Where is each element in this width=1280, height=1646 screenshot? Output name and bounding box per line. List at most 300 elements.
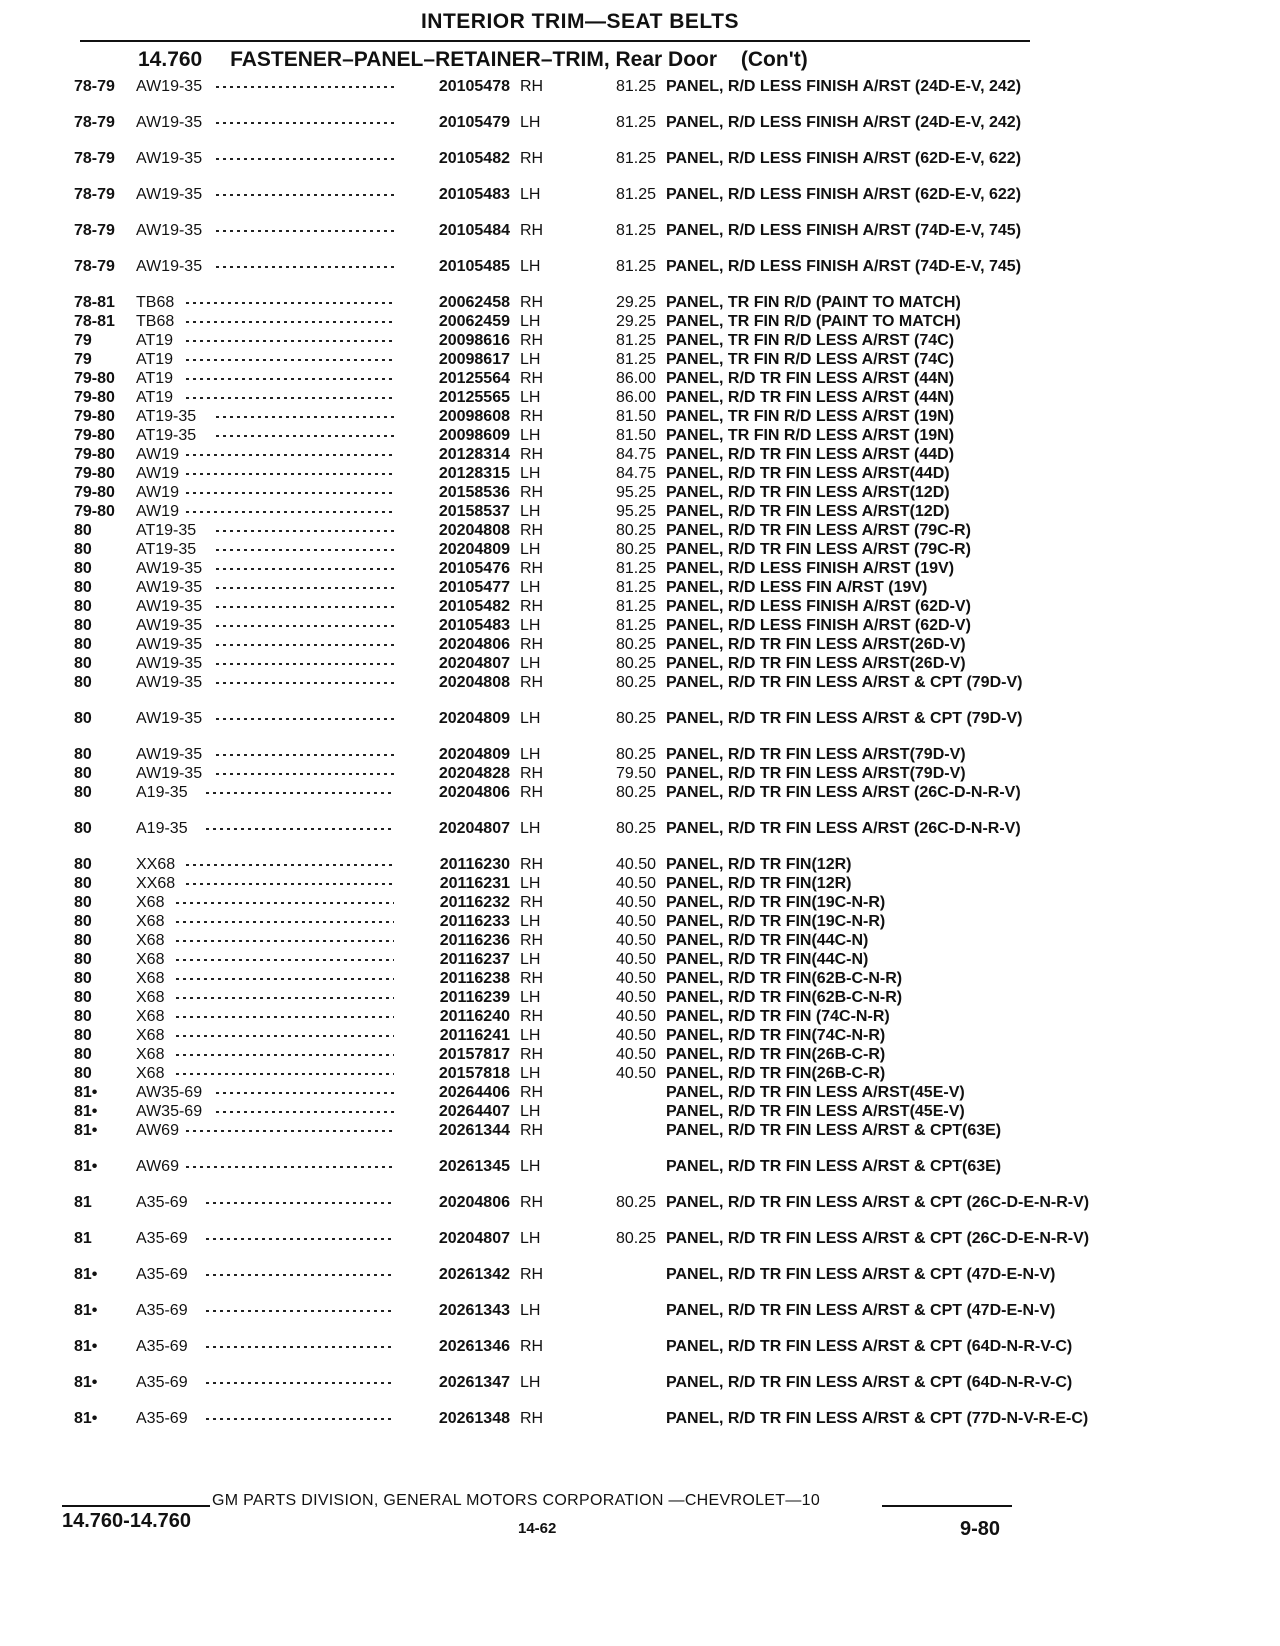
part-row <box>74 1410 1089 1446</box>
part-model: A19-35 <box>136 784 188 801</box>
part-row <box>74 1194 1090 1230</box>
part-side: LH <box>520 710 541 727</box>
part-side: LH <box>520 746 541 763</box>
part-side: LH <box>520 258 541 275</box>
part-row <box>74 541 1034 560</box>
part-side: LH <box>520 351 541 368</box>
part-row <box>74 856 1034 875</box>
part-row <box>74 427 1034 446</box>
part-year: 80 <box>74 1008 92 1025</box>
part-year: 80 <box>74 989 92 1006</box>
part-model: AW19 <box>136 446 179 463</box>
part-side: RH <box>520 784 544 801</box>
part-year: 80 <box>74 617 92 634</box>
part-model: AT19 <box>136 389 174 406</box>
part-description: PANEL, R/D TR FIN(12R) <box>666 875 852 892</box>
part-price: 81.50 <box>615 408 656 425</box>
part-side: RH <box>520 598 544 615</box>
part-side: RH <box>520 560 544 577</box>
part-model: AW35-69 <box>136 1084 203 1101</box>
part-side: LH <box>520 1158 541 1175</box>
part-model: X68 <box>136 970 165 987</box>
part-number: 20264407 <box>438 1103 510 1120</box>
part-side: LH <box>520 503 541 520</box>
part-description: PANEL, R/D TR FIN(26B-C-R) <box>666 1046 886 1063</box>
part-year: 81• <box>74 1158 98 1175</box>
part-price: 80.25 <box>615 522 656 539</box>
part-row <box>74 1266 1056 1302</box>
part-description: PANEL, R/D TR FIN LESS A/RST & CPT (47D-E-N-V) <box>666 1266 1056 1283</box>
part-number: 20116239 <box>439 989 510 1006</box>
part-price: 95.25 <box>615 484 656 501</box>
part-number: 20116232 <box>439 894 510 911</box>
part-model: AW19-35 <box>136 636 203 653</box>
part-year: 78-79 <box>74 78 115 95</box>
part-row <box>74 710 1034 746</box>
part-row <box>74 522 1034 541</box>
part-year: 80 <box>74 598 92 615</box>
part-year: 81• <box>74 1374 98 1391</box>
part-row <box>74 1374 1073 1410</box>
part-model: A35-69 <box>136 1194 188 1211</box>
part-year: 80 <box>74 541 92 558</box>
part-side: RH <box>520 294 544 311</box>
part-side: RH <box>520 1084 544 1101</box>
part-model: AW35-69 <box>136 1103 203 1120</box>
part-year: 80 <box>74 1065 92 1082</box>
part-description: PANEL, R/D TR FIN LESS A/RST(79D-V) <box>666 765 966 782</box>
part-row <box>74 294 1034 313</box>
section-title: FASTENER–PANEL–RETAINER–TRIM, Rear Door <box>230 48 718 71</box>
part-price: 40.50 <box>615 875 656 892</box>
part-row <box>74 1008 1034 1027</box>
section-number: 14.760 <box>138 48 203 71</box>
part-year: 81• <box>74 1103 98 1120</box>
part-number: 20204806 <box>438 636 510 653</box>
part-row <box>74 1230 1090 1266</box>
footer-date: 9-80 <box>960 1518 1001 1540</box>
part-side: RH <box>520 522 544 539</box>
part-side: LH <box>520 1302 541 1319</box>
part-price: 81.25 <box>615 332 656 349</box>
part-side: RH <box>520 674 544 691</box>
part-year: 78-79 <box>74 150 115 167</box>
part-row <box>74 1046 1034 1065</box>
part-row <box>74 655 1034 674</box>
part-model: AW19-35 <box>136 222 203 239</box>
part-description: PANEL, R/D LESS FINISH A/RST (62D-V) <box>666 598 971 615</box>
part-description: PANEL, TR FIN R/D LESS A/RST (19N) <box>666 408 955 425</box>
part-description: PANEL, TR FIN R/D LESS A/RST (74C) <box>666 332 955 349</box>
part-year: 81• <box>74 1302 98 1319</box>
part-number: 20098617 <box>438 351 510 368</box>
part-year: 80 <box>74 579 92 596</box>
part-price: 86.00 <box>615 389 656 406</box>
part-price: 81.25 <box>615 186 656 203</box>
part-side: RH <box>520 1410 544 1427</box>
part-description: PANEL, R/D TR FIN LESS A/RST & CPT (64D-N-R-V-C) <box>666 1338 1073 1355</box>
part-price: 84.75 <box>615 465 656 482</box>
part-number: 20261344 <box>438 1122 510 1139</box>
footer-section-range: 14.760-14.760 <box>62 1510 192 1532</box>
part-price: 80.25 <box>615 674 656 691</box>
part-price: 40.50 <box>615 894 656 911</box>
part-year: 78-81 <box>74 313 115 330</box>
part-row <box>74 989 1034 1008</box>
part-year: 81• <box>74 1338 98 1355</box>
part-description: PANEL, R/D TR FIN(12R) <box>666 856 852 873</box>
part-price: 80.25 <box>615 1194 656 1211</box>
parts-list <box>74 78 1090 1446</box>
part-number: 20098616 <box>438 332 510 349</box>
part-row <box>74 894 1034 913</box>
part-row <box>74 913 1034 932</box>
part-side: LH <box>520 1374 541 1391</box>
part-side: LH <box>520 875 541 892</box>
part-row <box>74 150 1034 186</box>
part-number: 20116230 <box>439 856 510 873</box>
part-side: LH <box>520 186 541 203</box>
part-side: LH <box>520 989 541 1006</box>
part-side: LH <box>520 114 541 131</box>
part-row <box>74 579 1034 598</box>
part-price: 80.25 <box>615 541 656 558</box>
part-side: LH <box>520 951 541 968</box>
part-side: RH <box>520 1338 544 1355</box>
part-price: 86.00 <box>615 370 656 387</box>
part-model: AT19-35 <box>136 522 197 539</box>
part-year: 79-80 <box>74 427 115 444</box>
part-row <box>74 820 1034 856</box>
part-year: 81• <box>74 1084 98 1101</box>
part-model: AW19-35 <box>136 765 203 782</box>
part-model: X68 <box>136 951 165 968</box>
part-number: 20098609 <box>438 427 510 444</box>
part-side: RH <box>520 370 544 387</box>
part-price: 40.50 <box>615 1027 656 1044</box>
part-number: 20158537 <box>438 503 510 520</box>
part-description: PANEL, R/D TR FIN(62B-C-N-R) <box>666 989 903 1006</box>
part-number: 20158536 <box>438 484 510 501</box>
part-year: 80 <box>74 522 92 539</box>
part-side: LH <box>520 427 541 444</box>
part-description: PANEL, R/D TR FIN LESS A/RST(12D) <box>666 484 950 501</box>
part-side: RH <box>520 932 544 949</box>
part-number: 20098608 <box>438 408 510 425</box>
part-model: AW19 <box>136 503 179 520</box>
part-row <box>74 1302 1056 1338</box>
part-number: 20105483 <box>438 617 510 634</box>
part-year: 80 <box>74 655 92 672</box>
part-number: 20204807 <box>438 820 510 837</box>
part-side: RH <box>520 636 544 653</box>
title-rule <box>80 40 1030 42</box>
part-model: A35-69 <box>136 1266 188 1283</box>
part-description: PANEL, TR FIN R/D LESS A/RST (74C) <box>666 351 955 368</box>
part-price: 81.25 <box>615 258 656 275</box>
part-description: PANEL, TR FIN R/D (PAINT TO MATCH) <box>666 313 961 330</box>
part-price: 40.50 <box>615 970 656 987</box>
part-model: AW19-35 <box>136 114 203 131</box>
part-model: X68 <box>136 1065 165 1082</box>
part-number: 20116231 <box>439 875 510 892</box>
part-row <box>74 332 1034 351</box>
part-model: AW69 <box>136 1122 179 1139</box>
part-model: AT19-35 <box>136 408 197 425</box>
part-row <box>74 746 1034 765</box>
part-side: RH <box>520 970 544 987</box>
part-side: RH <box>520 408 544 425</box>
part-model: AW19-35 <box>136 579 203 596</box>
part-year: 80 <box>74 1027 92 1044</box>
part-side: LH <box>520 913 541 930</box>
part-year: 80 <box>74 636 92 653</box>
part-number: 20125565 <box>438 389 510 406</box>
part-row <box>74 114 1034 150</box>
part-model: AT19 <box>136 351 174 368</box>
part-description: PANEL, R/D TR FIN LESS A/RST (26C-D-N-R-V) <box>666 784 1021 801</box>
part-model: X68 <box>136 1008 165 1025</box>
part-model: AW19-35 <box>136 617 203 634</box>
section-heading <box>138 48 808 72</box>
part-row <box>74 598 1034 617</box>
part-year: 80 <box>74 875 92 892</box>
part-model: AW69 <box>136 1158 179 1175</box>
part-price: 81.25 <box>615 579 656 596</box>
part-row <box>74 636 1034 655</box>
part-number: 20204807 <box>438 1230 510 1247</box>
part-row <box>74 1027 1034 1046</box>
part-row <box>74 951 1034 970</box>
part-year: 81• <box>74 1266 98 1283</box>
part-row <box>74 1103 1034 1122</box>
part-side: RH <box>520 1266 544 1283</box>
part-number: 20261347 <box>438 1374 510 1391</box>
part-model: AT19-35 <box>136 427 197 444</box>
part-number: 20204809 <box>438 746 510 763</box>
footer-division: GM PARTS DIVISION, GENERAL MOTORS CORPORATION —CHEVROLET—10 <box>212 1492 821 1509</box>
part-side: LH <box>520 1103 541 1120</box>
part-description: PANEL, R/D TR FIN(19C-N-R) <box>666 894 886 911</box>
part-side: LH <box>520 820 541 837</box>
part-year: 80 <box>74 951 92 968</box>
part-description: PANEL, R/D LESS FINISH A/RST (24D-E-V, 242) <box>666 78 1022 95</box>
part-year: 79-80 <box>74 408 115 425</box>
part-year: 80 <box>74 765 92 782</box>
part-price: 80.25 <box>615 710 656 727</box>
part-number: 20105476 <box>438 560 510 577</box>
part-number: 20125564 <box>438 370 510 387</box>
part-number: 20105478 <box>438 78 510 95</box>
part-price: 80.25 <box>615 1230 656 1247</box>
part-model: X68 <box>136 1046 165 1063</box>
part-number: 20261343 <box>438 1302 510 1319</box>
part-description: PANEL, R/D TR FIN LESS A/RST(44D) <box>666 465 950 482</box>
part-model: A19-35 <box>136 820 188 837</box>
part-year: 80 <box>74 820 92 837</box>
part-description: PANEL, R/D LESS FINISH A/RST (24D-E-V, 242) <box>666 114 1022 131</box>
part-year: 81• <box>74 1410 98 1427</box>
part-price: 40.50 <box>615 989 656 1006</box>
part-description: PANEL, R/D TR FIN LESS A/RST & CPT(63E) <box>666 1122 1002 1139</box>
part-number: 20204806 <box>438 784 510 801</box>
part-row <box>74 389 1034 408</box>
part-side: LH <box>520 465 541 482</box>
part-side: RH <box>520 1122 544 1139</box>
part-description: PANEL, R/D TR FIN(19C-N-R) <box>666 913 886 930</box>
part-year: 80 <box>74 913 92 930</box>
part-side: RH <box>520 484 544 501</box>
part-number: 20264406 <box>438 1084 510 1101</box>
part-description: PANEL, R/D TR FIN LESS A/RST(26D-V) <box>666 655 966 672</box>
part-side: RH <box>520 332 544 349</box>
part-description: PANEL, R/D TR FIN LESS A/RST(45E-V) <box>666 1084 965 1101</box>
part-price: 81.25 <box>615 150 656 167</box>
footer-page-number: 14-62 <box>518 1520 557 1537</box>
part-price: 29.25 <box>615 313 656 330</box>
part-model: AW19-35 <box>136 710 203 727</box>
part-description: PANEL, TR FIN R/D LESS A/RST (19N) <box>666 427 955 444</box>
part-price: 79.50 <box>615 765 656 782</box>
part-row <box>74 1122 1034 1158</box>
part-number: 20204809 <box>438 541 510 558</box>
part-number: 20204806 <box>438 1194 510 1211</box>
part-model: AW19-35 <box>136 186 203 203</box>
part-side: LH <box>520 579 541 596</box>
part-description: PANEL, R/D TR FIN LESS A/RST(12D) <box>666 503 950 520</box>
part-model: A35-69 <box>136 1302 188 1319</box>
part-row <box>74 484 1034 503</box>
part-row <box>74 370 1034 389</box>
part-price: 40.50 <box>615 1065 656 1082</box>
part-model: X68 <box>136 913 165 930</box>
part-number: 20062459 <box>438 313 510 330</box>
part-price: 80.25 <box>615 784 656 801</box>
part-number: 20116241 <box>439 1027 510 1044</box>
part-model: AW19-35 <box>136 78 203 95</box>
part-description: PANEL, R/D TR FIN LESS A/RST(79D-V) <box>666 746 966 763</box>
part-model: XX68 <box>136 875 176 892</box>
part-year: 80 <box>74 932 92 949</box>
part-number: 20105484 <box>438 222 510 239</box>
part-year: 79-80 <box>74 484 115 501</box>
part-year: 80 <box>74 856 92 873</box>
part-price: 40.50 <box>615 1046 656 1063</box>
part-price: 80.25 <box>615 746 656 763</box>
part-price: 81.25 <box>615 222 656 239</box>
part-description: PANEL, R/D TR FIN LESS A/RST (79C-R) <box>666 522 971 539</box>
part-price: 81.25 <box>615 351 656 368</box>
part-number: 20204828 <box>438 765 510 782</box>
part-row <box>74 1065 1034 1084</box>
part-model: AW19-35 <box>136 560 203 577</box>
part-year: 79 <box>74 332 92 349</box>
part-model: X68 <box>136 894 165 911</box>
part-row <box>74 784 1034 820</box>
part-row <box>74 1338 1073 1374</box>
part-number: 20204807 <box>438 655 510 672</box>
part-side: LH <box>520 541 541 558</box>
part-description: PANEL, R/D TR FIN(44C-N) <box>666 951 869 968</box>
part-model: AT19-35 <box>136 541 197 558</box>
part-description: PANEL, R/D LESS FINISH A/RST (62D-V) <box>666 617 971 634</box>
part-model: XX68 <box>136 856 176 873</box>
part-row <box>74 78 1034 114</box>
part-price: 81.25 <box>615 617 656 634</box>
part-side: RH <box>520 446 544 463</box>
part-number: 20261342 <box>438 1266 510 1283</box>
part-model: AW19-35 <box>136 150 203 167</box>
footer-rule-left <box>62 1505 210 1507</box>
part-price: 81.25 <box>615 114 656 131</box>
part-year: 78-79 <box>74 222 115 239</box>
part-year: 79 <box>74 351 92 368</box>
part-number: 20116238 <box>439 970 510 987</box>
part-description: PANEL, R/D LESS FINISH A/RST (74D-E-V, 745) <box>666 258 1022 275</box>
part-model: AW19-35 <box>136 598 203 615</box>
part-year: 79-80 <box>74 389 115 406</box>
part-number: 20105479 <box>438 114 510 131</box>
part-row <box>74 765 1034 784</box>
part-price: 81.25 <box>615 78 656 95</box>
part-number: 20128315 <box>438 465 510 482</box>
part-price: 84.75 <box>615 446 656 463</box>
part-model: TB68 <box>136 294 175 311</box>
part-description: PANEL, R/D TR FIN LESS A/RST (44N) <box>666 370 955 387</box>
part-model: A35-69 <box>136 1338 188 1355</box>
part-price: 40.50 <box>615 932 656 949</box>
part-model: X68 <box>136 1027 165 1044</box>
part-number: 20261345 <box>438 1158 510 1175</box>
page-title: INTERIOR TRIM—SEAT BELTS <box>420 10 740 33</box>
part-price: 40.50 <box>615 913 656 930</box>
part-number: 20116236 <box>439 932 510 949</box>
part-model: X68 <box>136 932 165 949</box>
part-model: X68 <box>136 989 165 1006</box>
part-description: PANEL, R/D TR FIN LESS A/RST (44N) <box>666 389 955 406</box>
part-year: 78-79 <box>74 186 115 203</box>
part-model: AW19-35 <box>136 655 203 672</box>
part-year: 80 <box>74 674 92 691</box>
part-side: RH <box>520 78 544 95</box>
part-number: 20261348 <box>438 1410 510 1427</box>
part-row <box>74 875 1034 894</box>
part-number: 20204809 <box>438 710 510 727</box>
part-row <box>74 313 1034 332</box>
part-year: 81• <box>74 1122 98 1139</box>
part-price: 40.50 <box>615 951 656 968</box>
footer-rule-right <box>882 1505 1012 1507</box>
section-continued: (Con't) <box>740 48 808 71</box>
part-number: 20062458 <box>438 294 510 311</box>
part-number: 20204808 <box>438 522 510 539</box>
part-description: PANEL, R/D LESS FINISH A/RST (74D-E-V, 745) <box>666 222 1022 239</box>
part-side: RH <box>520 150 544 167</box>
part-description: PANEL, R/D TR FIN LESS A/RST (79C-R) <box>666 541 971 558</box>
part-description: PANEL, R/D TR FIN LESS A/RST (26C-D-N-R-V) <box>666 820 1021 837</box>
part-row <box>74 503 1034 522</box>
part-number: 20116237 <box>439 951 510 968</box>
part-row <box>74 408 1034 427</box>
part-description: PANEL, R/D TR FIN LESS A/RST(45E-V) <box>666 1103 965 1120</box>
part-price: 80.25 <box>615 820 656 837</box>
part-row <box>74 258 1034 294</box>
part-row <box>74 1084 1034 1103</box>
part-model: AW19 <box>136 465 179 482</box>
part-description: PANEL, R/D TR FIN LESS A/RST & CPT (64D-N-R-V-C) <box>666 1374 1073 1391</box>
part-number: 20204808 <box>438 674 510 691</box>
part-number: 20105485 <box>438 258 510 275</box>
